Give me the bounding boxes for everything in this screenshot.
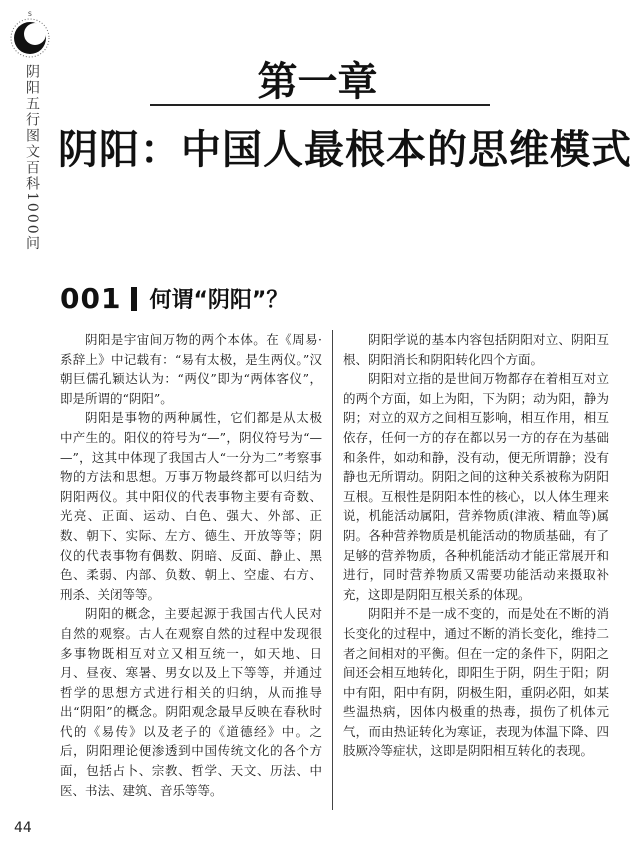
page-number: 44: [14, 820, 32, 836]
chapter-title: 阴阳：中国人最根本的思维模式: [58, 126, 632, 173]
paragraph: 阴阳学说的基本内容包括阴阳对立、阴阳互根、阴阳消长和阴阳转化四个方面。: [343, 332, 609, 367]
paragraph: 阴阳对立指的是世间万物都存在着相互对立的两个方面，如上为阳，下为阴；动为阳，静为阴；对立的双方之间相互影响，相互作用，相互依存，任何一方的存在都以另一方的存在为基础和条件，如动和静，没有动，便无所谓静；没有静也无所谓动。阴阳之间的这种关系被称为阴阳互根。互根性是阴阳本性的核心，以人体生理来说，机能活动属阳，营养物质(津液、精血等)属阴。各种营养物质是机能活动的物质基础，有了足够的营养物质，各种机能活动才能正常展开和进行，同时营养物质又需要功能活动来摄取补充，这即是阴阳互根关系的体现。: [343, 371, 609, 602]
book-title-vertical: 阴阳五行图文百科1000问: [24, 64, 40, 252]
paragraph: 阴阳是宇宙间万物的两个本体。在《周易·系辞上》中记载有：“易有太极，是生两仪。”汉朝巨儒孔颖达认为：“两仪”即为“两体客仪”，即是所谓的“阴阳”。: [60, 332, 322, 406]
right-column: [343, 330, 609, 761]
section-heading: [60, 282, 288, 315]
column-divider: [332, 330, 333, 810]
svg-text:S: S: [28, 11, 32, 18]
paragraph: 阴阳的概念，主要起源于我国古代人民对自然的观察。古人在观察自然的过程中发现很多事物既相互对立又相互统一，如天地、日月、昼夜、寒暑、男女以及上下等等，并通过哲学的思想方式进行相关的归纳，从而推导出“阴阳”的概念。阴阳观念最早反映在春秋时代的《易传》以及老子的《道德经》中。之后，阴阳理论便渗透到中国传统文化的各个方面，包括占卜、宗教、哲学、天文、历法、中医、书法、建筑、音乐等等。: [60, 606, 322, 798]
chapter-label: 第一章: [257, 59, 378, 105]
chapter-divider: [150, 104, 490, 106]
left-column: [60, 330, 322, 800]
section-title: 何谓“阴阳”？: [149, 288, 289, 313]
paragraph: 阴阳是事物的两种属性，它们都是从太极中产生的。阳仪的符号为“—”，阴仪符号为“— —”，这其中体现了我国古人“一分为二”考察事物的方法和思想。万事万物最终都可以归结为阴阳两仪。其中阳仪的代表事物主要有奇数、光亮、正面、运动、白色、强大、外部、正数、朝下、实际、左方、德生、开放等等；阴仪的代表事物有偶数、阴暗、反面、静止、黑色、柔弱、内部、负数、朝上、空虚、右方、刑杀、关闭等等。: [60, 410, 322, 602]
paragraph: 阴阳并不是一成不变的，而是处在不断的消长变化的过程中，通过不断的消长变化，维持二者之间相对的平衡。但在一定的条件下，阴阳之间还会相互地转化，即阳生于阴，阴生于阳；阴中有阳，阳中有阴，阴极生阳，重阴必阳，如某些温热病，因体内极重的热毒，损伤了机体元气，而由热证转化为寒证，表现为体温下降、四肢厥冷等症状，这即是阴阳相互转化的表现。: [343, 606, 609, 759]
section-number: 001: [60, 282, 122, 315]
section-bar: [131, 287, 137, 311]
